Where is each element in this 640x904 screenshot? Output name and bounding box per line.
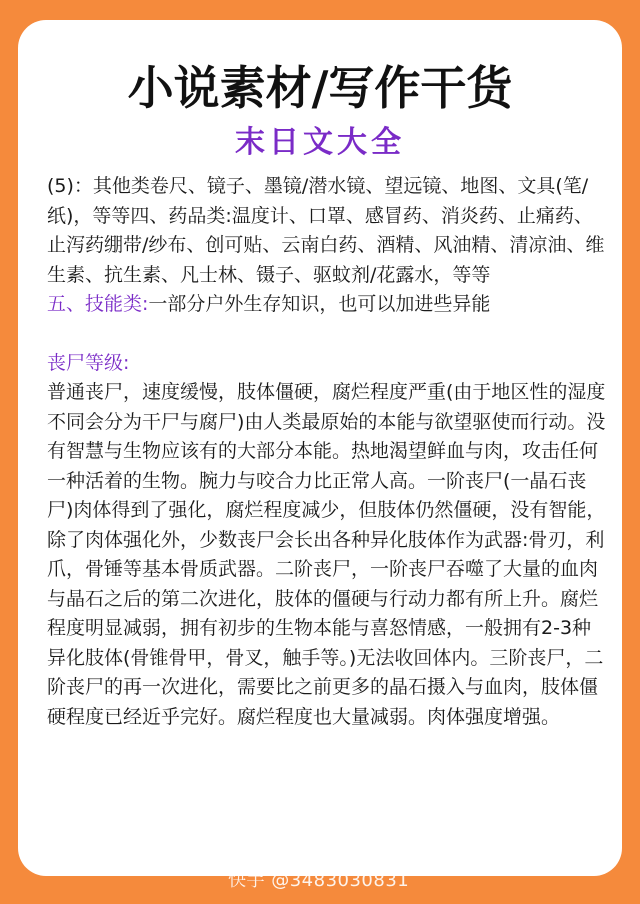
skills-line — [47, 290, 607, 320]
page-subtitle: 末日文大全 — [235, 125, 405, 160]
paragraph-spacer — [47, 320, 607, 349]
supplies-paragraph: (5)：其他类卷尺、镜子、墨镜/潜水镜、望远镜、地图、文具(笔/纸)，等等四、药品类:温度计、口罩、感冒药、消炎药、止痛药、止泻药绷带/纱布、创可贴、云南白药、酒精、风油精、清凉油、维生素、抗生素、凡士林、镊子、驱蚊剂/花露水，等等 — [47, 175, 605, 286]
zombie-levels-paragraph: 普通丧尸，速度缓慢，肢体僵硬，腐烂程度严重(由于地区性的湿度不同会分为干尸与腐尸)由人类最原始的本能与欲望驱使而行动。没有智慧与生物应该有的大部分本能。热地渴望鲜血与肉，攻击任何一种活着的生物。腕力与咬合力比正常人高。一阶丧尸(一晶石丧尸)肉体得到了强化，腐烂程度减少，但肢体仍然僵硬，没有智能，除了肉体强化外，少数丧尸会长出各种异化肢体作为武器:骨刃，利爪，骨锤等基本骨质武器。二阶丧尸，一阶丧尸吞噬了大量的血肉与晶石之后的第二次进化，肢体的僵硬与行动力都有所上升。腐烂程度明显减弱，拥有初步的生物本能与喜怒情感，一般拥有2-3种异化肢体(骨锥骨甲，骨叉，触手等。)无法收回体内。三阶丧尸，二阶丧尸的再一次进化，需要比之前更多的晶石摄入与血肉，肢体僵硬程度已经近乎完好。腐烂程度也大量减弱。肉体强度增强。 — [47, 381, 606, 728]
content-card — [18, 20, 622, 876]
kuaishou-watermark: 快手 @3483030831 — [228, 870, 410, 891]
skills-text: 一部分户外生存知识，也可以加进些异能 — [148, 293, 491, 315]
page-title: 小说素材/写作干货 — [127, 61, 513, 115]
skills-label: 五、技能类: — [47, 293, 149, 315]
zombie-levels-heading: 丧尸等级: — [47, 351, 130, 374]
article-body — [47, 172, 607, 732]
